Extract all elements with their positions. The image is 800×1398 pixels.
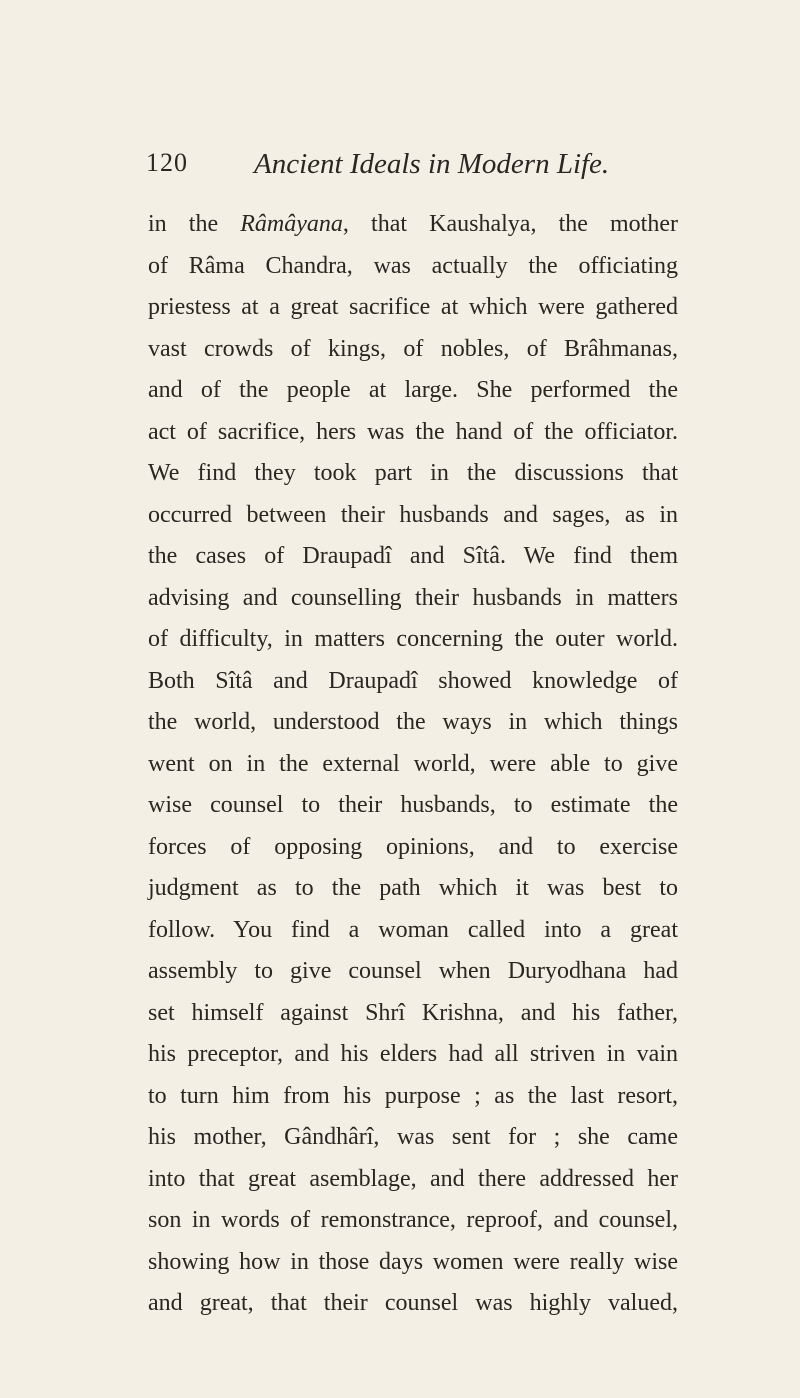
text-line-segment: his mother, Gândhârî, was sent for ; she came xyxy=(148,1124,678,1150)
text-line-segment: and great, that their counsel was highly valued, xyxy=(148,1290,678,1316)
text-line xyxy=(148,1200,678,1242)
text-line xyxy=(148,329,678,371)
text-line-segment: to turn him from his purpose ; as the last resort, xyxy=(148,1082,678,1109)
text-line xyxy=(148,1283,678,1325)
text-line xyxy=(148,951,678,993)
page-number: 120 xyxy=(146,148,188,177)
italic-title: Râmâyana xyxy=(240,211,343,237)
text-line xyxy=(148,246,678,288)
text-line xyxy=(148,827,678,869)
text-line-segment: set himself against Shrî Krishna, and his father, xyxy=(148,999,678,1026)
text-line-segment: We find they took part in the discussions that xyxy=(148,460,678,486)
text-line xyxy=(148,287,678,329)
text-line-segment: of difficulty, in matters concerning the outer world. xyxy=(148,626,678,652)
text-line-segment: act of sacrifice, hers was the hand of the officiator. xyxy=(148,418,678,445)
text-line-segment: follow. You find a woman called into a great xyxy=(148,916,678,943)
text-line-segment: forces of opposing opinions, and to exercise xyxy=(148,833,678,860)
text-line xyxy=(148,1117,678,1159)
text-line xyxy=(148,495,678,537)
text-line-segment: into that great asemblage, and there addressed her xyxy=(148,1165,678,1192)
text-line-segment: his preceptor, and his elders had all striven in vain xyxy=(148,1041,678,1067)
text-line xyxy=(148,661,678,703)
text-line-segment: assembly to give counsel when Duryodhana had xyxy=(148,958,678,984)
text-line-segment: the world, understood the ways in which things xyxy=(148,709,678,735)
text-line-segment: wise counsel to their husbands, to estimate the xyxy=(148,792,678,818)
text-line xyxy=(148,453,678,495)
text-line-segment: , that Kaushalya, the mother xyxy=(342,211,678,237)
text-line-segment: went on in the external world, were able to give xyxy=(148,750,678,777)
text-line-segment: of Râma Chandra, was actually the officiating xyxy=(148,252,678,279)
text-line xyxy=(148,578,678,620)
text-line-segment: son in words of remonstrance, reproof, and counsel, xyxy=(148,1207,678,1233)
text-line xyxy=(148,1076,678,1118)
text-line xyxy=(148,744,678,786)
text-line-segment: vast crowds of kings, of nobles, of Brâhmanas, xyxy=(148,335,678,362)
text-line xyxy=(148,1159,678,1201)
text-line xyxy=(148,868,678,910)
text-line-segment: advising and counselling their husbands in matters xyxy=(148,584,678,611)
text-line-segment: priestess at a great sacrifice at which were gathered xyxy=(148,294,678,320)
running-title: Ancient Ideals in Modern Life. xyxy=(254,148,610,180)
text-line xyxy=(148,412,678,454)
text-line xyxy=(148,619,678,661)
text-line xyxy=(148,993,678,1035)
text-line xyxy=(148,1242,678,1284)
text-line xyxy=(148,1034,678,1076)
text-line xyxy=(148,536,678,578)
text-line xyxy=(148,702,678,744)
text-line-segment: judgment as to the path which it was best to xyxy=(148,875,678,901)
text-line-segment: in the xyxy=(148,211,241,237)
text-line xyxy=(148,910,678,952)
text-line xyxy=(148,370,678,412)
text-line-segment: and of the people at large. She performed the xyxy=(148,377,678,403)
text-line xyxy=(148,785,678,827)
text-line-segment: the cases of Draupadî and Sîtâ. We find them xyxy=(148,543,678,569)
text-line-segment: occurred between their husbands and sages, as in xyxy=(148,501,678,528)
text-line xyxy=(148,204,678,246)
text-line-segment: showing how in those days women were really wise xyxy=(148,1248,678,1275)
running-head xyxy=(146,148,676,188)
body-text xyxy=(148,204,678,1325)
text-line-segment: Both Sîtâ and Draupadî showed knowledge of xyxy=(148,667,678,694)
